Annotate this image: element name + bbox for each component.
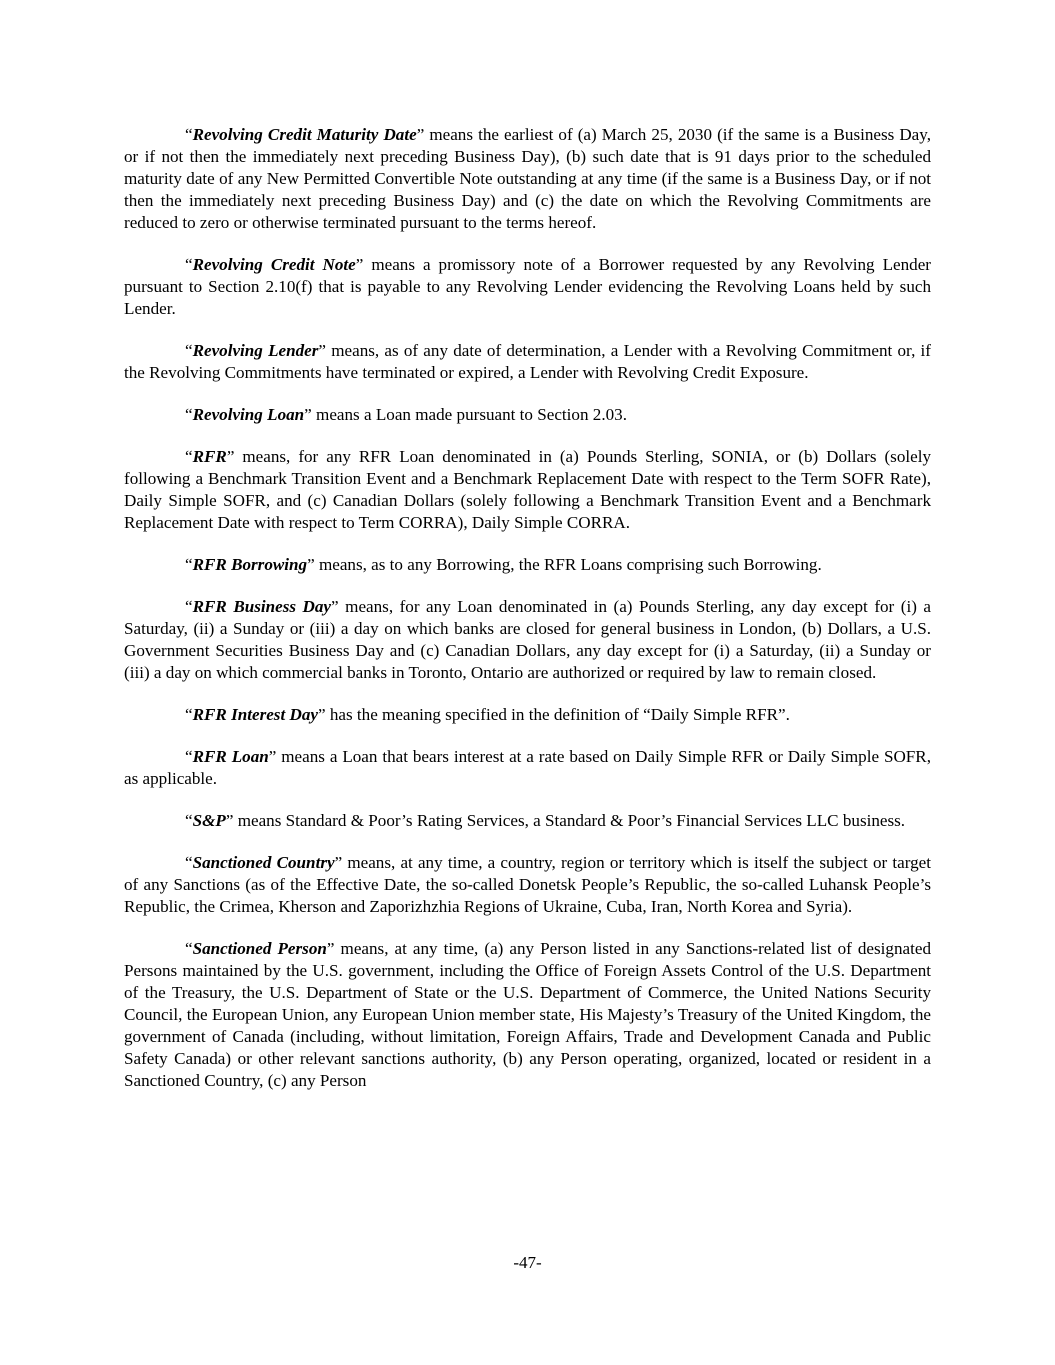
open-quote: “ — [185, 747, 193, 766]
definition-text: has the meaning specified in the definition of “Daily Simple RFR”. — [325, 705, 790, 724]
close-quote: ” — [355, 255, 364, 274]
definition-revolving-lender — [124, 340, 931, 384]
definition-rfr-loan — [124, 746, 931, 790]
open-quote: “ — [185, 597, 193, 616]
defined-term: RFR Business Day — [192, 597, 332, 616]
definition-text: means a Loan that bears interest at a rate based on Daily Simple RFR or Daily Simple SOFR, as applicable. — [124, 747, 931, 788]
close-quote: ” — [304, 405, 312, 424]
definition-text: means, for any Loan denominated in (a) Pounds Sterling, any day except for (i) a Saturday, (ii) a Sunday or (iii) a day on which banks are closed for general business in London, (b) Dollars, a U.S. Government Securities Business Day and (c) Canadian Dollars, any day except for (i) a Saturday, (ii) a Sunday or (iii) a day on which commercial banks in Toronto, Ontario are authorized or required by law to remain closed. — [124, 597, 932, 682]
defined-term: RFR Interest Day — [192, 705, 318, 724]
definition-text: means a Loan made pursuant to Section 2.03. — [311, 405, 627, 424]
definition-rfr-business-day — [124, 596, 931, 684]
document-body — [124, 124, 931, 1112]
definition-rfr-borrowing — [124, 554, 931, 576]
definition-sanctioned-country — [124, 852, 931, 918]
open-quote: “ — [185, 705, 193, 724]
defined-term: RFR Borrowing — [192, 555, 308, 574]
open-quote: “ — [185, 853, 193, 872]
defined-term: Revolving Credit Note — [192, 255, 356, 274]
close-quote: ” — [331, 597, 339, 616]
open-quote: “ — [185, 405, 193, 424]
definition-rfr — [124, 446, 931, 534]
close-quote: ” — [226, 447, 235, 466]
definition-text: means, for any RFR Loan denominated in (a) Pounds Sterling, SONIA, or (b) Dollars (solely following a Benchmark Transition Event and a Benchmark Replacement Date with respect to the Term SOFR Rate), Daily Simple SOFR, and (c) Canadian Dollars (solely following a Benchmark Transition Event and a Benchmark Replacement Date with respect to Term CORRA), Daily Simple CORRA. — [124, 447, 931, 532]
close-quote: ” — [225, 811, 234, 830]
open-quote: “ — [185, 125, 193, 144]
close-quote: ” — [268, 747, 277, 766]
definition-text: means, as to any Borrowing, the RFR Loans comprising such Borrowing. — [314, 555, 822, 574]
open-quote: “ — [185, 939, 193, 958]
definition-text: means Standard & Poor’s Rating Services, a Standard & Poor’s Financial Services LLC business. — [233, 811, 906, 830]
page-number: -47- — [513, 1253, 542, 1272]
definition-text: means a promissory note of a Borrower requested by any Revolving Lender pursuant to Section 2.10(f) that is payable to any Revolving Lender evidencing the Revolving Loans held by such Lender. — [124, 255, 931, 318]
close-quote: ” — [326, 939, 335, 958]
definition-revolving-loan — [124, 404, 931, 426]
definition-text: means the earliest of (a) March 25, 2030 (if the same is a Business Day, or if not then the immediately next preceding Business Day), (b) such date that is 91 days prior to the scheduled maturity date of any New Permitted Convertible Note outstanding at any time (if the same is a Business Day, or if not then the immediately next preceding Business Day) and (c) the date on which the Revolving Commitments are reduced to zero or otherwise terminated pursuant to the terms hereof. — [124, 125, 931, 232]
definition-rfr-interest-day — [124, 704, 931, 726]
open-quote: “ — [185, 255, 193, 274]
definition-sanctioned-person — [124, 938, 931, 1092]
definition-revolving-credit-note — [124, 254, 931, 320]
defined-term: RFR Loan — [192, 747, 269, 766]
defined-term: Revolving Loan — [192, 405, 305, 424]
definition-revolving-credit-maturity-date — [124, 124, 931, 234]
close-quote: ” — [307, 555, 315, 574]
defined-term: Sanctioned Person — [192, 939, 327, 958]
defined-term: RFR — [192, 447, 227, 466]
defined-term: Sanctioned Country — [192, 853, 335, 872]
definition-text: means, at any time, (a) any Person listed in any Sanctions-related list of designated Persons maintained by the U.S. government, including the Office of Foreign Assets Control of the U.S. Department of the Treasury, the U.S. Department of State or the U.S. Department of Commerce, the United Nations Security Council, the European Union, any European Union member state, His Majesty’s Treasury of the United Kingdom, the government of Canada (including, without limitation, Foreign Affairs, Trade and Development Canada and Public Safety Canada) or other relevant sanctions authority, (b) any Person operating, organized, located or resident in a Sanctioned Country, (c) any Person — [124, 939, 931, 1090]
open-quote: “ — [185, 447, 193, 466]
close-quote: ” — [416, 125, 425, 144]
close-quote: ” — [317, 705, 326, 724]
defined-term: Revolving Lender — [192, 341, 319, 360]
open-quote: “ — [185, 811, 193, 830]
definition-s-and-p — [124, 810, 931, 832]
definition-text: means, at any time, a country, region or territory which is itself the subject or target of any Sanctions (as of the Effective Date, the so-called Donetsk People’s Republic, the so-called Luhansk People’s Republic, the Crimea, Kherson and Zaporizhzhia Regions of Ukraine, Cuba, Iran, North Korea and Syria). — [124, 853, 931, 916]
close-quote: ” — [318, 341, 326, 360]
definition-text: means, as of any date of determination, a Lender with a Revolving Commitment or, if the Revolving Commitments have terminated or expired, a Lender with Revolving Credit Exposure. — [124, 341, 932, 382]
open-quote: “ — [185, 341, 193, 360]
close-quote: ” — [334, 853, 343, 872]
open-quote: “ — [185, 555, 193, 574]
defined-term: S&P — [192, 811, 226, 830]
defined-term: Revolving Credit Maturity Date — [192, 125, 417, 144]
